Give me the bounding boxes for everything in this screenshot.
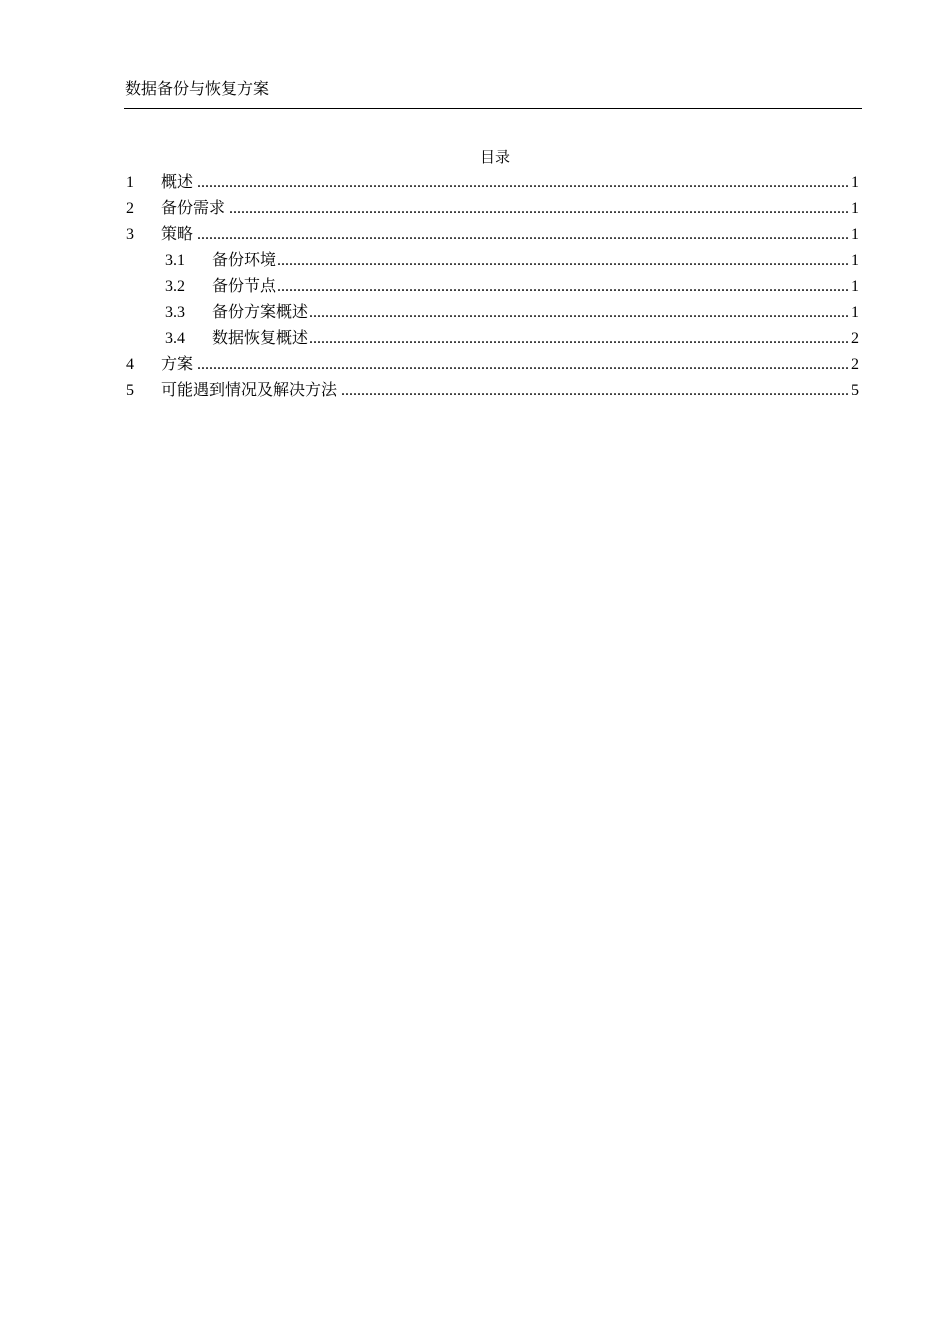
toc-entry[interactable] — [126, 352, 859, 378]
toc-dot-leader — [277, 274, 850, 300]
toc-entry-page: 2 — [851, 356, 859, 373]
toc-subentry[interactable] — [126, 326, 859, 352]
toc-entry-title: 策略 — [161, 226, 194, 243]
page-header — [124, 78, 862, 109]
toc-entry[interactable] — [126, 222, 859, 248]
toc-entry-number: 3.1 — [165, 252, 185, 269]
toc-entry-title: 可能遇到情况及解决方法 — [161, 382, 338, 399]
toc-entry-title: 方案 — [161, 356, 194, 373]
toc-entry-number: 3 — [126, 226, 134, 243]
toc-dot-leader — [309, 300, 850, 326]
toc-subentry[interactable] — [126, 274, 859, 300]
toc-entry-page: 1 — [851, 200, 859, 217]
toc-entry-number: 2 — [126, 200, 134, 217]
toc-dot-leader — [197, 352, 850, 378]
toc-entry-page: 1 — [851, 226, 859, 243]
toc-entry-page: 2 — [851, 330, 859, 347]
toc-dot-leader — [341, 378, 850, 404]
toc-entry-number: 3.3 — [165, 304, 185, 321]
toc-subentry[interactable] — [126, 248, 859, 274]
toc-entry-page: 5 — [851, 382, 859, 399]
toc-entry-title: 备份节点 — [212, 278, 277, 295]
toc-entry-page: 1 — [851, 278, 859, 295]
table-of-contents — [126, 170, 859, 404]
page-header-title: 数据备份与恢复方案 — [125, 79, 270, 98]
toc-entry-number: 3.4 — [165, 330, 185, 347]
toc-heading: 目录 — [479, 150, 510, 166]
toc-dot-leader — [197, 170, 850, 196]
toc-entry-number: 5 — [126, 382, 134, 399]
toc-dot-leader — [277, 248, 850, 274]
toc-entry-page: 1 — [851, 174, 859, 191]
toc-entry-page: 1 — [851, 252, 859, 269]
toc-entry-title: 数据恢复概述 — [212, 330, 309, 347]
toc-dot-leader — [309, 326, 850, 352]
toc-subentry[interactable] — [126, 300, 859, 326]
toc-entry[interactable] — [126, 378, 859, 404]
toc-entry-title: 备份需求 — [161, 200, 226, 217]
toc-entry[interactable] — [126, 196, 859, 222]
toc-entry-title: 备份方案概述 — [212, 304, 309, 321]
toc-entry-number: 4 — [126, 356, 134, 373]
toc-entry-title: 概述 — [161, 174, 194, 191]
toc-entry-page: 1 — [851, 304, 859, 321]
toc-entry[interactable] — [126, 170, 859, 196]
toc-dot-leader — [197, 222, 850, 248]
toc-entry-number: 3.2 — [165, 278, 185, 295]
toc-entry-title: 备份环境 — [212, 252, 277, 269]
toc-entry-number: 1 — [126, 174, 134, 191]
toc-dot-leader — [229, 196, 850, 222]
